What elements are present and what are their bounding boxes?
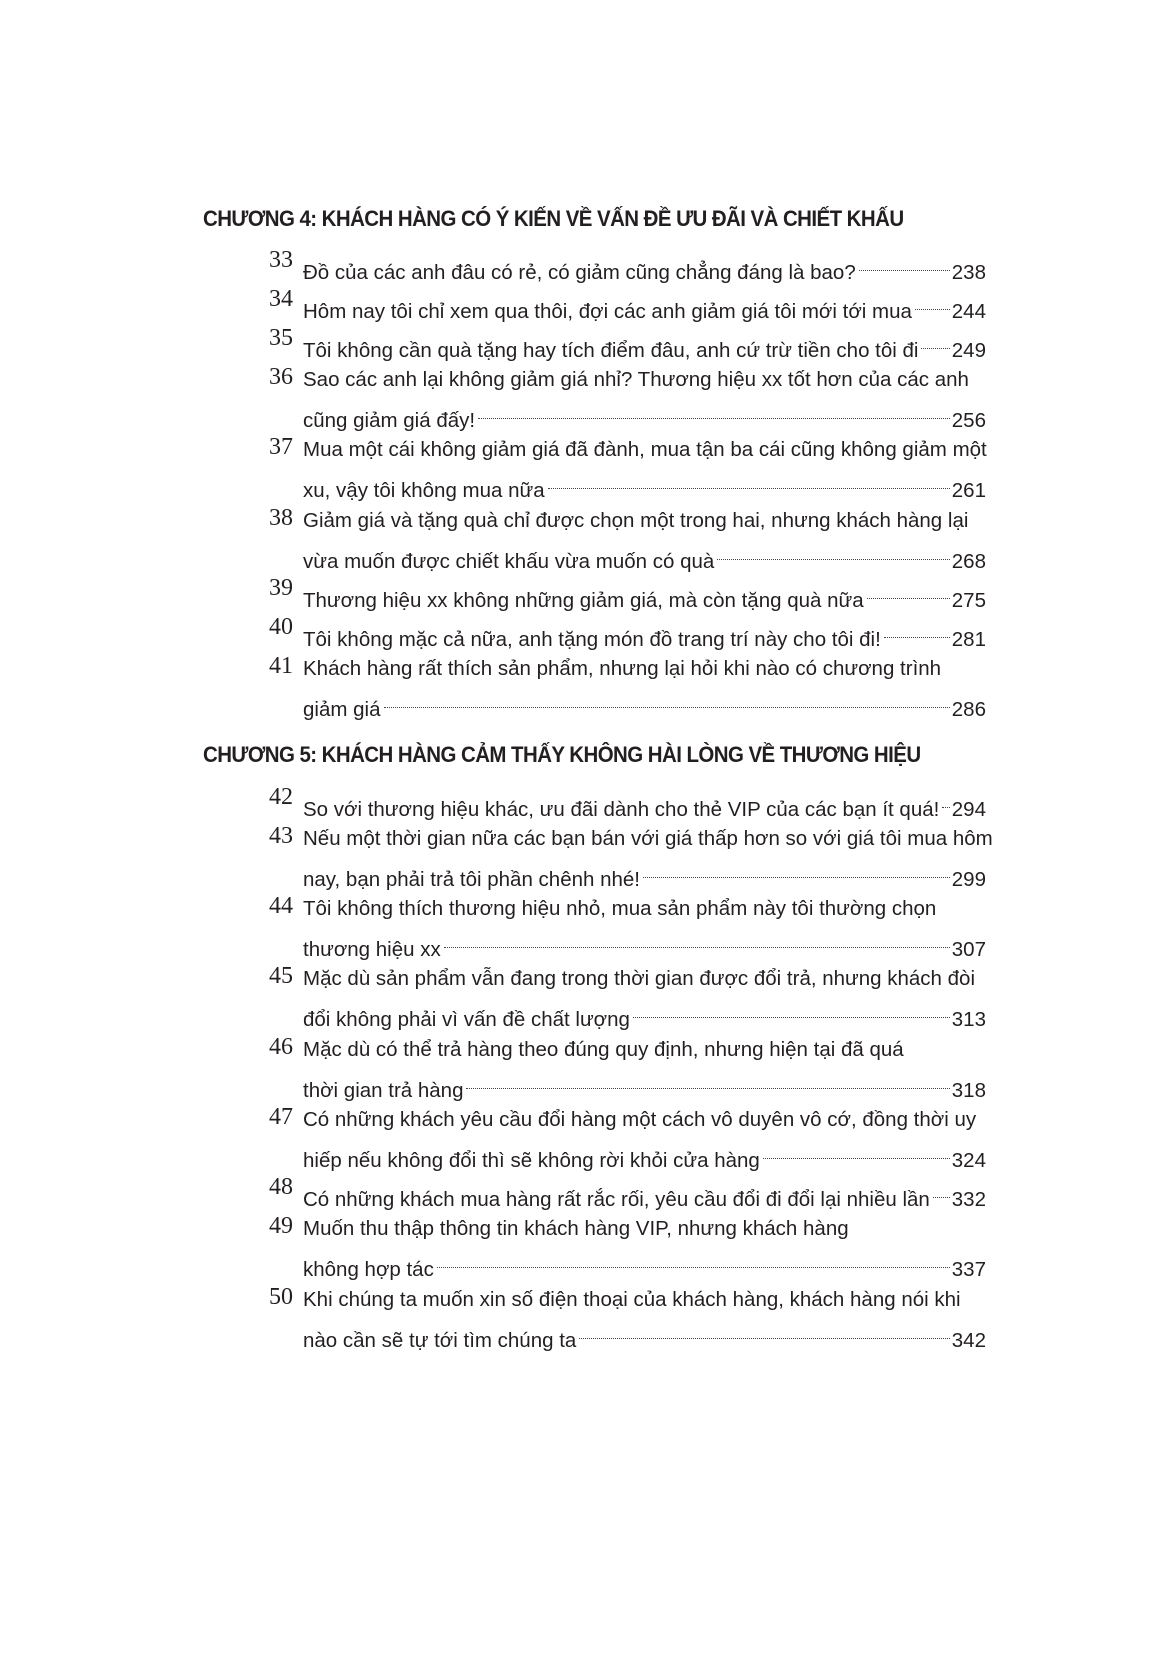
- entry-number-badge: [268, 573, 302, 603]
- entry-number: 44: [269, 893, 293, 919]
- dot-leader: [437, 1244, 950, 1276]
- entry-number-badge: [268, 503, 302, 533]
- entry-title-text: Có những khách yêu cầu đổi hàng một cách vô duyên vô cớ, đồng thời uy: [303, 1108, 977, 1131]
- entry-number: 49: [269, 1213, 293, 1239]
- dot-leader: [478, 395, 950, 427]
- page-number: 294: [951, 798, 986, 821]
- entry-title-line: [303, 684, 986, 721]
- entry-number: 41: [269, 653, 293, 679]
- dot-leader: [579, 1315, 949, 1347]
- entry-number-badge: [268, 961, 302, 991]
- toc-entry[interactable]: [268, 963, 986, 1033]
- entry-number: 35: [269, 325, 293, 351]
- entry-number-badge: [268, 432, 302, 462]
- entry-number-badge: [268, 651, 302, 681]
- toc-entry[interactable]: [268, 575, 986, 614]
- entry-title-text: Có những khách mua hàng rất rắc rối, yêu cầu đổi đi đổi lại nhiều lần: [303, 1188, 930, 1211]
- toc-entry[interactable]: [268, 247, 986, 286]
- dot-leader: [942, 784, 949, 816]
- page-number: 318: [951, 1079, 986, 1102]
- entry-number: 50: [269, 1284, 293, 1310]
- entry-number: 39: [269, 575, 293, 601]
- entry-number-badge: [268, 612, 302, 642]
- entry-title-line: [303, 325, 986, 362]
- page-number: 342: [951, 1329, 986, 1352]
- entry-title-text: Khi chúng ta muốn xin số điện thoại của khách hàng, khách hàng nói khi: [303, 1288, 961, 1311]
- page-number: 324: [951, 1149, 986, 1172]
- dot-leader: [921, 325, 949, 357]
- page-number: 286: [951, 698, 986, 721]
- page-number: 307: [951, 938, 986, 961]
- dot-leader: [643, 854, 950, 886]
- dot-leader: [466, 1065, 949, 1097]
- entry-title-line: [303, 286, 986, 323]
- entry-number: 38: [269, 505, 293, 531]
- entry-number: 48: [269, 1174, 293, 1200]
- toc-entry[interactable]: [268, 364, 986, 434]
- toc-entry[interactable]: [268, 434, 986, 504]
- chapter-heading: CHƯƠNG 4: KHÁCH HÀNG CÓ Ý KIẾN VỀ VẤN ĐỀ ƯU ĐÃI VÀ CHIẾT KHẤU: [203, 206, 904, 231]
- entry-number-badge: [268, 1102, 302, 1132]
- entry-title-line: [303, 1244, 986, 1281]
- toc-entry[interactable]: [268, 784, 986, 823]
- page-number: 313: [951, 1008, 986, 1031]
- toc-entry[interactable]: [268, 614, 986, 653]
- entry-title-line: [303, 1065, 986, 1102]
- entry-title-line: [303, 614, 986, 651]
- entry-number-badge: [268, 891, 302, 921]
- entry-number-badge: [268, 821, 302, 851]
- dot-leader: [633, 994, 950, 1026]
- chapter-heading: CHƯƠNG 5: KHÁCH HÀNG CẢM THẤY KHÔNG HÀI LÒNG VỀ THƯƠNG HIỆU: [203, 742, 921, 767]
- entry-title-line: [303, 924, 986, 961]
- page-number: 275: [951, 589, 986, 612]
- toc-entry[interactable]: [268, 893, 986, 963]
- entry-title-text: Đồ của các anh đâu có rẻ, có giảm cũng chẳng đáng là bao?: [303, 261, 856, 284]
- toc-entry[interactable]: [268, 1174, 986, 1213]
- page-number: 244: [951, 300, 986, 323]
- entry-title-line: [303, 575, 986, 612]
- dot-leader: [444, 924, 950, 956]
- entry-number-badge: [268, 284, 302, 314]
- entry-title-text: Giảm giá và tặng quà chỉ được chọn một trong hai, nhưng khách hàng lại: [303, 509, 969, 532]
- dot-leader: [548, 465, 950, 497]
- entry-title-text: nay, bạn phải trả tôi phần chênh nhé!: [303, 868, 640, 891]
- entry-number-badge: [268, 1032, 302, 1062]
- entry-number-badge: [268, 323, 302, 353]
- entry-title-text: vừa muốn được chiết khấu vừa muốn có quà: [303, 550, 715, 573]
- entry-title-line: [303, 1135, 986, 1172]
- entry-number-badge: [268, 1172, 302, 1202]
- dot-leader: [763, 1135, 950, 1167]
- entry-number: 45: [269, 963, 293, 989]
- entry-title-line: [303, 854, 986, 891]
- entry-title-line: [303, 994, 986, 1031]
- entry-title-text: Tôi không cần quà tặng hay tích điểm đâu, anh cứ trừ tiền cho tôi đi: [303, 339, 919, 362]
- entry-title-text: cũng giảm giá đấy!: [303, 409, 476, 432]
- entry-title-text: giảm giá: [303, 698, 381, 721]
- page-number: 238: [951, 261, 986, 284]
- entry-number-badge: [268, 1282, 302, 1312]
- entry-title-line: [303, 1213, 986, 1245]
- entry-number-badge: [268, 362, 302, 392]
- dot-leader: [933, 1174, 950, 1206]
- toc-entry[interactable]: [268, 286, 986, 325]
- entry-title-line: [303, 784, 986, 821]
- entry-title-text: Mua một cái không giảm giá đã đành, mua tận ba cái cũng không giảm một: [303, 438, 987, 461]
- entry-number-badge: [268, 782, 302, 812]
- page-number: 281: [951, 628, 986, 651]
- entry-title-text: thương hiệu xx: [303, 938, 441, 961]
- entry-title-line: [303, 395, 986, 432]
- dot-leader: [717, 536, 949, 568]
- page-number: 332: [951, 1188, 986, 1211]
- dot-leader: [884, 614, 950, 646]
- entry-title-text: hiếp nếu không đổi thì sẽ không rời khỏi cửa hàng: [303, 1149, 760, 1172]
- entry-title-text: xu, vậy tôi không mua nữa: [303, 479, 545, 502]
- entry-number-badge: [268, 245, 302, 275]
- entry-number: 40: [269, 614, 293, 640]
- entry-title-text: So với thương hiệu khác, ưu đãi dành cho thẻ VIP của các bạn ít quá!: [303, 798, 940, 821]
- page-number: 299: [951, 868, 986, 891]
- entry-number: 33: [269, 247, 293, 273]
- entry-title-text: thời gian trả hàng: [303, 1079, 464, 1102]
- entry-title-text: nào cần sẽ tự tới tìm chúng ta: [303, 1329, 577, 1352]
- entry-title-line: [303, 1315, 986, 1352]
- entry-number-badge: [268, 1211, 302, 1241]
- entry-title-text: Nếu một thời gian nữa các bạn bán với giá thấp hơn so với giá tôi mua hôm: [303, 827, 993, 850]
- entry-title-line: [303, 434, 986, 466]
- entry-title-line: [303, 963, 986, 995]
- dot-leader: [384, 684, 950, 716]
- toc-entry[interactable]: [268, 1034, 986, 1104]
- entry-title-text: Khách hàng rất thích sản phẩm, nhưng lại hỏi khi nào có chương trình: [303, 657, 942, 680]
- entry-title-line: [303, 536, 986, 573]
- entry-title-text: Hôm nay tôi chỉ xem qua thôi, đợi các anh giảm giá tôi mới tới mua: [303, 300, 912, 323]
- entry-title-line: [303, 823, 993, 855]
- page-number: 261: [951, 479, 986, 502]
- entry-number: 47: [269, 1104, 293, 1130]
- toc-entry[interactable]: [268, 1104, 986, 1174]
- entry-title-text: Sao các anh lại không giảm giá nhỉ? Thương hiệu xx tốt hơn của các anh: [303, 368, 969, 391]
- entry-title-text: Tôi không thích thương hiệu nhỏ, mua sản phẩm này tôi thường chọn: [303, 897, 937, 920]
- entry-title-line: [303, 1034, 986, 1066]
- dot-leader: [867, 575, 950, 607]
- entry-title-text: đổi không phải vì vấn đề chất lượng: [303, 1008, 630, 1031]
- entry-title-line: [303, 364, 986, 396]
- entry-number: 34: [269, 286, 293, 312]
- entry-title-text: Tôi không mặc cả nữa, anh tặng món đồ trang trí này cho tôi đi!: [303, 628, 881, 651]
- entry-title-line: [303, 505, 986, 537]
- toc-entry[interactable]: [268, 1213, 986, 1283]
- entry-number: 42: [269, 784, 293, 810]
- entry-title-text: Muốn thu thập thông tin khách hàng VIP, nhưng khách hàng: [303, 1217, 849, 1240]
- entry-title-line: [303, 653, 986, 685]
- page-number: 268: [951, 550, 986, 573]
- entry-number: 43: [269, 823, 293, 849]
- toc-entry[interactable]: [268, 653, 986, 723]
- entry-title-text: Thương hiệu xx không những giảm giá, mà còn tặng quà nữa: [303, 589, 864, 612]
- entry-title-text: Mặc dù có thể trả hàng theo đúng quy định, nhưng hiện tại đã quá: [303, 1038, 904, 1061]
- dot-leader: [915, 286, 950, 318]
- toc-entry[interactable]: [268, 1284, 986, 1354]
- page-number: 249: [951, 339, 986, 362]
- entry-title-line: [303, 1174, 986, 1211]
- entry-title-text: Mặc dù sản phẩm vẫn đang trong thời gian được đổi trả, nhưng khách đòi: [303, 967, 976, 990]
- dot-leader: [859, 247, 950, 279]
- toc-entry[interactable]: [268, 823, 993, 893]
- entry-title-line: [303, 1104, 986, 1136]
- entry-title-line: [303, 1284, 986, 1316]
- page-number: 337: [951, 1258, 986, 1281]
- entry-title-line: [303, 247, 986, 284]
- page-number: 256: [951, 409, 986, 432]
- entry-number: 46: [269, 1034, 293, 1060]
- entry-number: 36: [269, 364, 293, 390]
- entry-title-line: [303, 465, 986, 502]
- toc-entry[interactable]: [268, 325, 986, 364]
- toc-entry[interactable]: [268, 505, 986, 575]
- entry-title-text: không hợp tác: [303, 1258, 434, 1281]
- entry-number: 37: [269, 434, 293, 460]
- entry-title-line: [303, 893, 986, 925]
